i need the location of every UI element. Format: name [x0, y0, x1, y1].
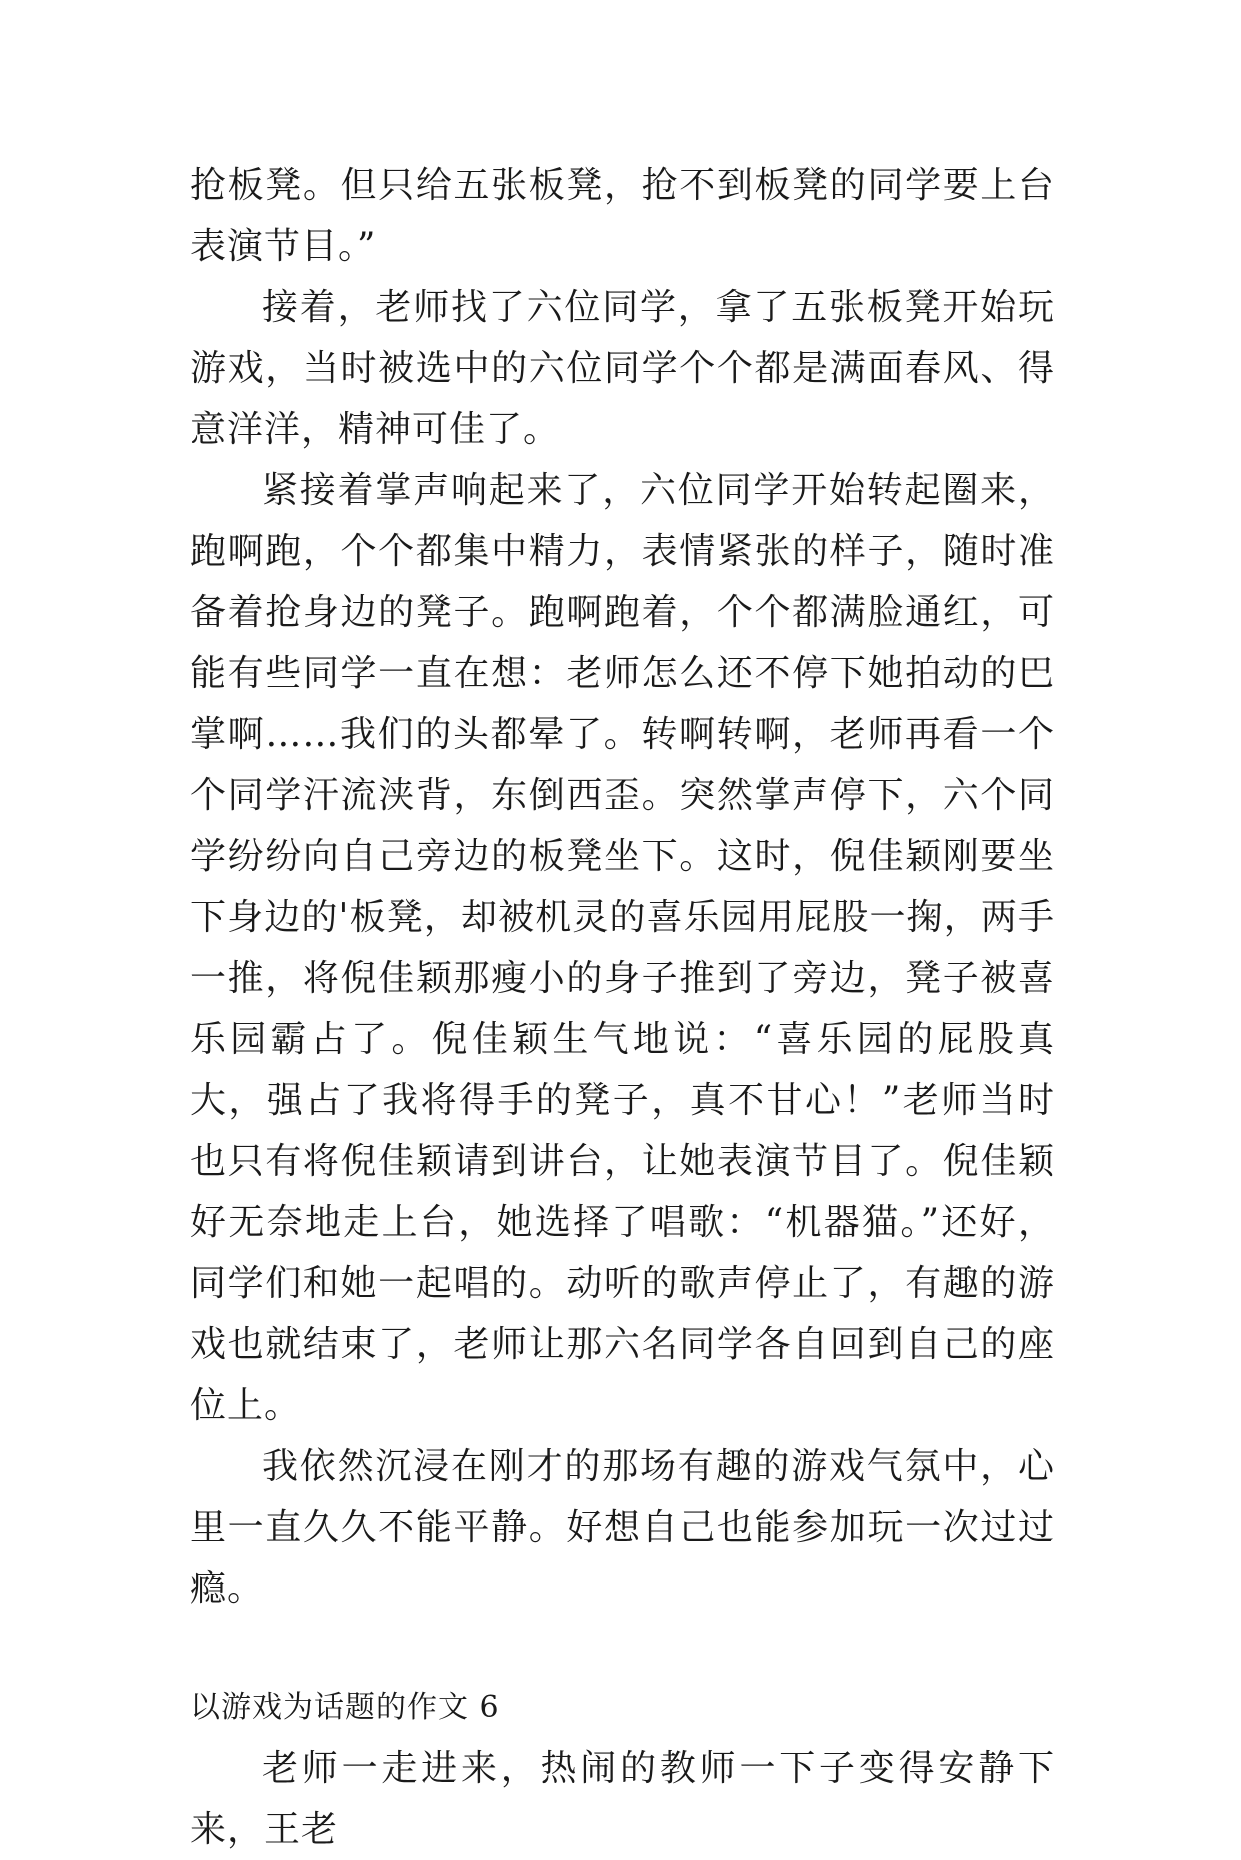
section-paragraph: 老师一走进来，热闹的教师一下子变得安静下来，王老	[190, 1748, 1055, 1850]
section-heading: 以游戏为话题的作文 6	[190, 1690, 500, 1725]
document-body	[190, 155, 1055, 1860]
paragraph-4: 我依然沉浸在刚才的那场有趣的游戏气氛中，心里一直久久不能平静。好想自己也能参加玩一次过过瘾。	[190, 1446, 1055, 1609]
paragraph-2: 接着，老师找了六位同学，拿了五张板凳开始玩游戏，当时被选中的六位同学个个都是满面春风、得意洋洋，精神可佳了。	[190, 287, 1055, 450]
paragraph-3: 紧接着掌声响起来了，六位同学开始转起圈来，跑啊跑，个个都集中精力，表情紧张的样子，随时准备着抢身边的凳子。跑啊跑着，个个都满脸通红，可能有些同学一直在想：老师怎么还不停下她拍动的巴掌啊……我们的头都晕了。转啊转啊，老师再看一个个同学汗流浃背，东倒西歪。突然掌声停下，六个同学纷纷向自己旁边的板凳坐下。这时，倪佳颖刚要坐下身边的'板凳，却被机灵的喜乐园用屁股一掬，两手一推，将倪佳颖那瘦小的身子推到了旁边，凳子被喜乐园霸占了。倪佳颖生气地说：“喜乐园的屁股真大，强占了我将得手的凳子，真不甘心！”老师当时也只有将倪佳颖请到讲台，让她表演节目了。倪佳颖好无奈地走上台，她选择了唱歌：“机器猫。”还好，同学们和她一起唱的。动听的歌声停止了，有趣的游戏也就结束了，老师让那六名同学各自回到自己的座位上。	[190, 470, 1055, 1426]
paragraph-1: 抢板凳。但只给五张板凳，抢不到板凳的同学要上台表演节目。”	[190, 165, 1055, 267]
